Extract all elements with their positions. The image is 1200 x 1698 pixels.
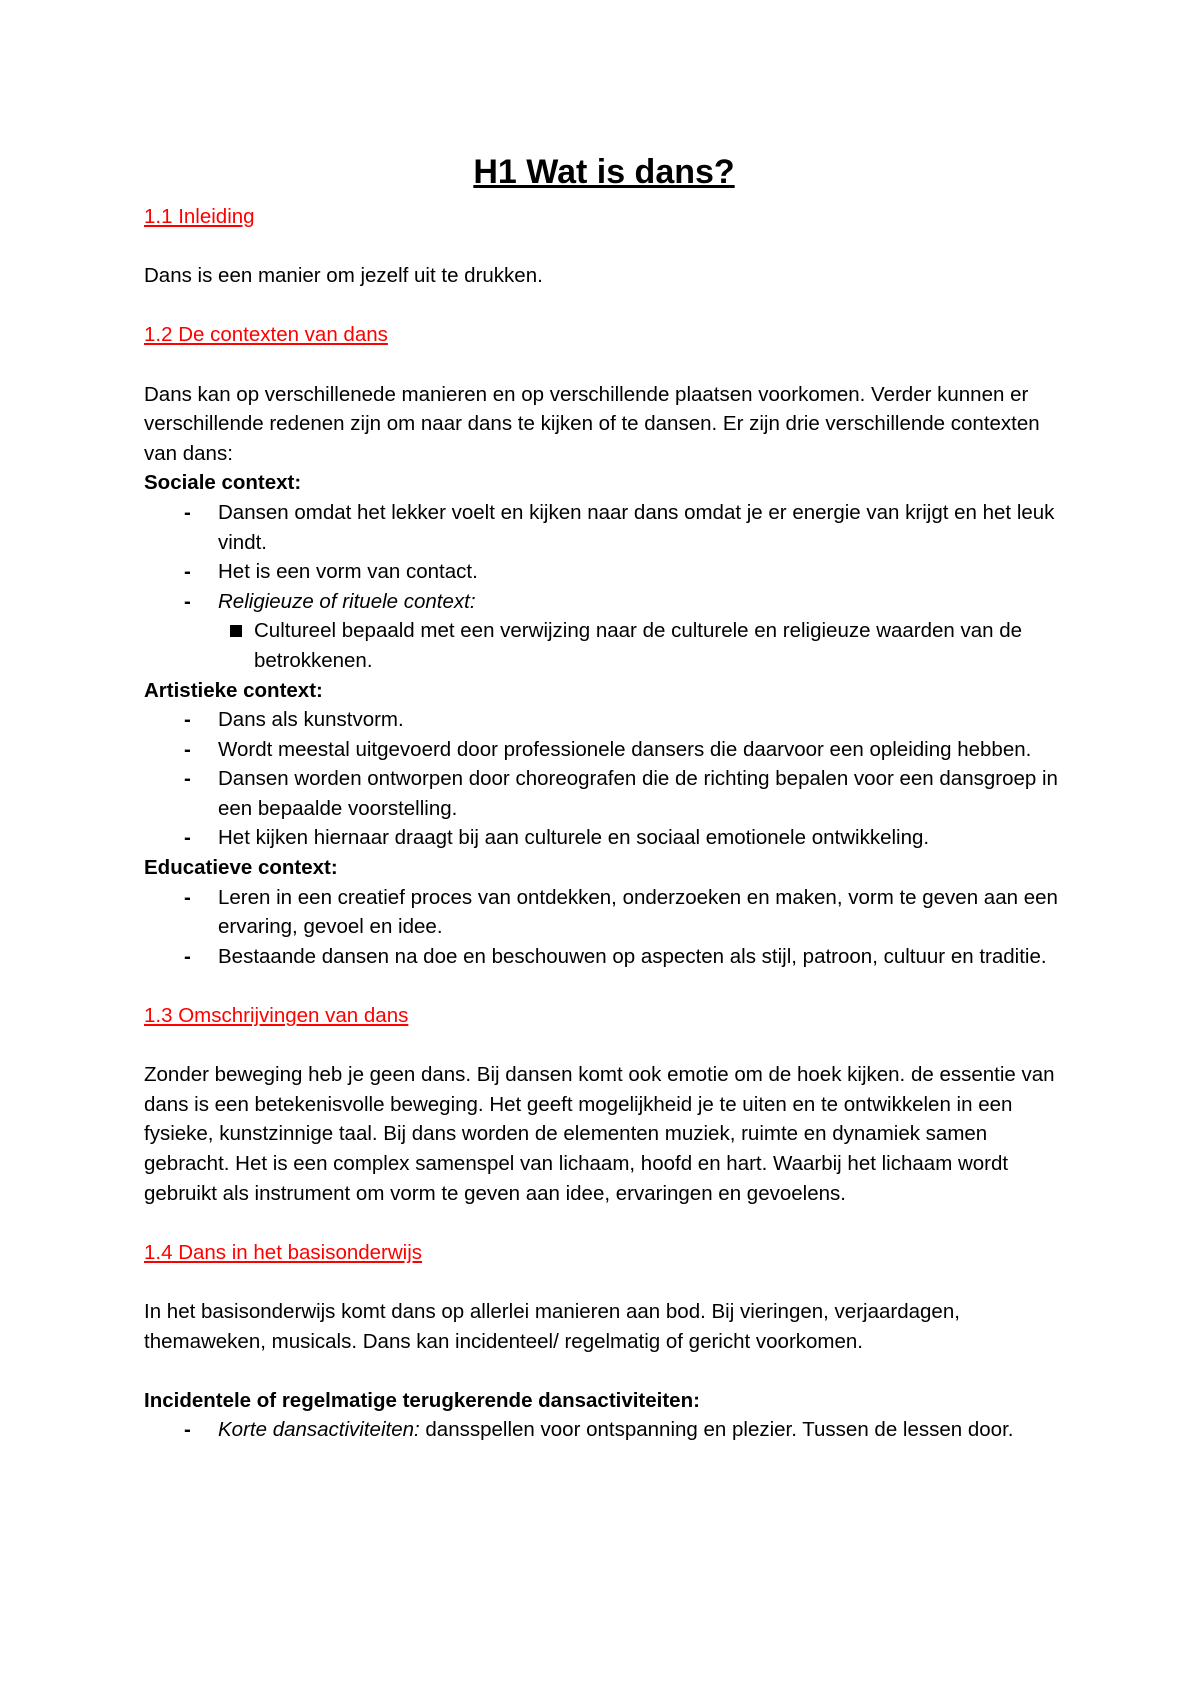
- list-item-text: dansspellen voor ontspanning en plezier. Tussen de lessen door.: [419, 1418, 1014, 1442]
- paragraph-basisonderwijs: In het basisonderwijs komt dans op allerlei manieren aan bod. Bij vieringen, verjaardagen, themaweken, musicals. Dans kan incidenteel/ regelmatig of gericht voorkomen.: [144, 1299, 960, 1353]
- paragraph-contexten-intro: Dans kan op verschillenede manieren en op verschillende plaatsen voorkomen. Verder kunnen er verschillende redenen zijn om naar dans te kijken of te dansen. Er zijn drie verschillende contexten van dans:: [144, 382, 1040, 465]
- paragraph-inleiding: Dans is een manier om jezelf uit te drukken.: [144, 264, 543, 288]
- list-educatieve-context: [144, 883, 1064, 972]
- section-heading-inleiding: 1.1 Inleiding: [144, 205, 255, 228]
- paragraph-omschrijvingen: Zonder beweging heb je geen dans. Bij dansen komt ook emotie om de hoek kijken. de essentie van dans is een betekenisvolle beweging. Het geeft mogelijkheid je te uiten en te ontwikkelen in een fysieke, kunstzinnige taal. Bij dans worden de elementen muziek, ruimte en dynamiek samen gebracht. Het is een complex samenspel van lichaam, hoofd en hart. Waarbij het lichaam wordt gebruikt als instrument om vorm te geven aan idee, ervaringen en gevoelens.: [144, 1063, 1055, 1205]
- list-item: - Dans als kunstvorm.: [144, 705, 1064, 735]
- list-item: - Het kijken hiernaar draagt bij aan culturele en sociaal emotionele ontwikkeling.: [144, 823, 1064, 853]
- list-incidentele-activiteiten: [144, 1415, 1064, 1445]
- label-sociale-context: Sociale context:: [144, 471, 302, 495]
- list-item: - Leren in een creatief proces van ontdekken, onderzoeken en maken, vorm te geven aan een ervaring, gevoel en idee.: [144, 883, 1064, 942]
- list-item: - Dansen omdat het lekker voelt en kijken naar dans omdat je er energie van krijgt en het leuk vindt.: [144, 498, 1064, 557]
- page-title: H1 Wat is dans?: [473, 153, 735, 191]
- list-sociale-context: [144, 498, 1064, 616]
- list-item: - Bestaande dansen na doe en beschouwen op aspecten als stijl, patroon, cultuur en traditie.: [144, 942, 1064, 972]
- religious-context-label: Religieuze of rituele context:: [218, 589, 476, 613]
- list-item-emphasis: Korte dansactiviteiten:: [218, 1418, 420, 1442]
- section-heading-omschrijvingen: 1.3 Omschrijvingen van dans: [144, 1004, 409, 1028]
- list-item: [144, 587, 1064, 617]
- section-heading-basisonderwijs: 1.4 Dans in het basisonderwijs: [144, 1240, 423, 1264]
- list-artistieke-context: [144, 705, 1064, 853]
- label-educatieve-context: Educatieve context:: [144, 856, 338, 880]
- list-item: - Wordt meestal uitgevoerd door professionele dansers die daarvoor een opleiding hebben.: [144, 735, 1064, 765]
- list-item: - Dansen worden ontworpen door choreografen die de richting bepalen voor een dansgroep in een bepaalde voorstelling.: [144, 764, 1064, 823]
- list-item: - Het is een vorm van contact.: [144, 557, 1064, 587]
- sub-list-item: [144, 616, 1064, 675]
- label-incidentele-activiteiten: Incidentele of regelmatige terugkerende dansactiviteiten:: [144, 1388, 700, 1412]
- document-page: [144, 150, 1064, 1445]
- sub-list-item-text: Cultureel bepaald met een verwijzing naar de culturele en religieuze waarden van de betrokkenen.: [254, 619, 1023, 672]
- section-heading-contexten: 1.2 De contexten van dans: [144, 323, 388, 347]
- list-item: [144, 1415, 1064, 1445]
- label-artistieke-context: Artistieke context:: [144, 678, 323, 702]
- square-bullet-icon: [230, 625, 242, 637]
